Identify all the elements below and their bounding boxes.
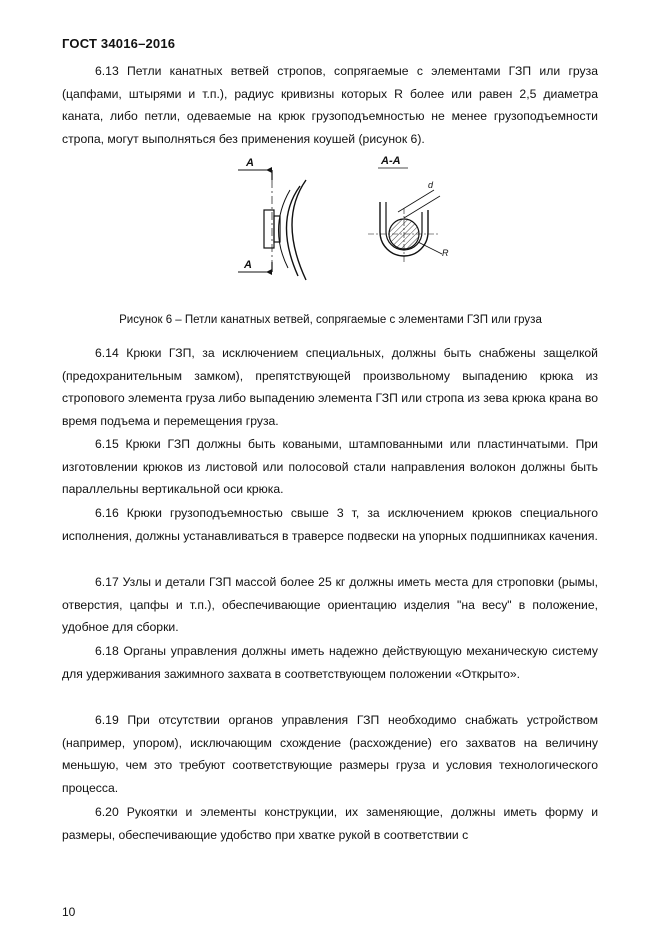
paragraph-6-20: 6.20 Рукоятки и элементы конструкции, их заменяющие, должны иметь форму и размеры, обеспечивающие удобство при хватке рукой в соответствии с [62, 805, 598, 842]
section-mark-a-bottom: A [244, 259, 252, 271]
section-arrow-bottom [266, 269, 272, 275]
document-header: ГОСТ 34016–2016 [62, 36, 176, 51]
paragraph-6-19: 6.19 При отсутствии органов управления ГЗП необходимо снабжать устройством (например, упором), исключающим схождение (расхождение) его захватов на величину меньшую, чем это требуют соответствующие размеры груза и условия технологического процесса. [62, 713, 598, 795]
dim-d-leader [398, 190, 434, 212]
paragraph-6-13: 6.13 Петли канатных ветвей стропов, сопрягаемые с элементами ГЗП или груза (цапфами, штырями и т.п.), радиус кривизны которых R более или равен 2,5 диаметра каната, либо петли, одеваемые на крюк грузоподъемностью не менее грузоподъемности стропа, могут выполняться без применения коушей (рисунок 6). [62, 64, 598, 146]
paragraph-6-14: 6.14 Крюки ГЗП, за исключением специальных, должны быть снабжены защелкой (предохранительным замком), препятствующей произвольному выпадению крюка из стропового элемента груза либо выпадению элемента ГЗП или стропа из зева крюка крана во время подъема и перемещения груза. [62, 346, 598, 428]
page-number: 10 [62, 905, 76, 919]
section-mark-a-top: A [246, 157, 254, 169]
figure-caption: Рисунок 6 – Петли канатных ветвей, сопрягаемые с элементами ГЗП или груза [119, 314, 542, 326]
rope-curve-inner [286, 186, 300, 276]
paragraph-6-17: 6.17 Узлы и детали ГЗП массой более 25 кг должны иметь места для строповки (рымы, отверстия, цапфы и т.п.), обеспечивающие ориентацию изделия "на весу" в положение, удобное для сборки. [62, 575, 598, 635]
pin-block [264, 210, 274, 248]
paragraph-6-18: 6.18 Органы управления должны иметь надежно действующую механическую систему для удерживания зажимного захвата в соответствующем положении «Открыто». [62, 644, 598, 681]
section-arrow-top [266, 167, 272, 173]
figure-6 [228, 150, 468, 290]
paragraph-6-15: 6.15 Крюки ГЗП должны быть коваными, штампованными или пластинчатыми. При изготовлении крюков из листовой или полосовой стали направления волокон должны быть параллельны вертикальной оси крюка. [62, 437, 598, 497]
dim-d-label: d [428, 180, 434, 190]
paragraph-6-16: 6.16 Крюки грузоподъемностью свыше 3 т, за исключением крюков специального исполнения, должны устанавливаться в траверсе подвески на упорных подшипниках качения. [62, 506, 598, 543]
dim-r-label: R [442, 248, 449, 258]
figure-6-drawing [228, 150, 468, 290]
section-title: A-A [381, 155, 401, 167]
